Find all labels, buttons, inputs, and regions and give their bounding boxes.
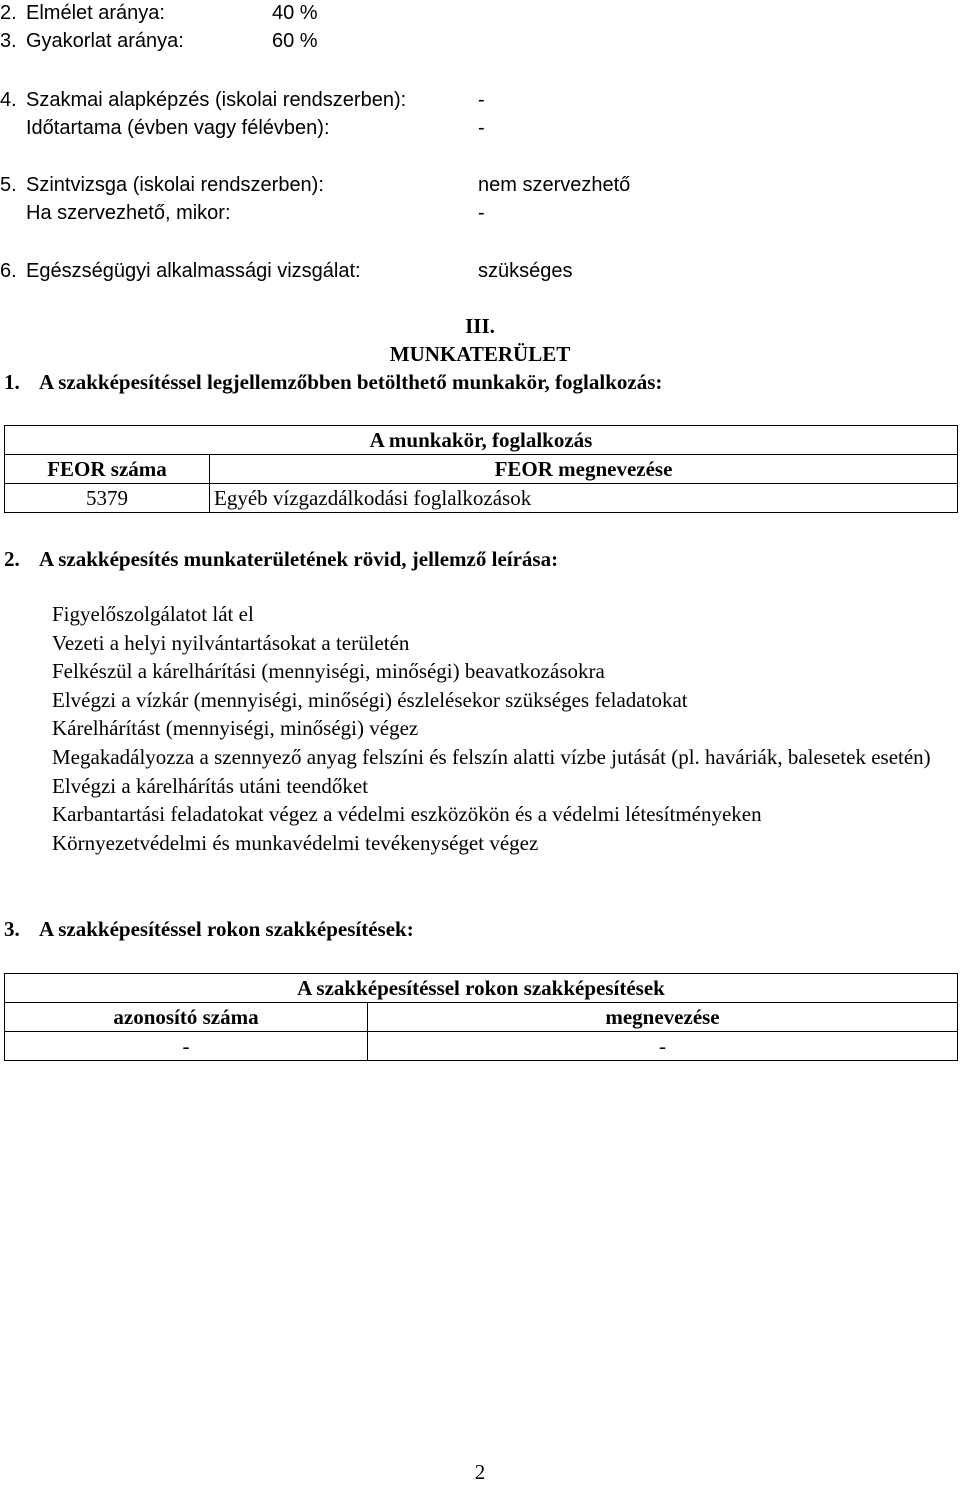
list-sub-label: Időtartama (évben vagy félévben): bbox=[26, 117, 330, 139]
page-number: 2 bbox=[474, 1460, 486, 1484]
table-cell-name: - bbox=[368, 1032, 958, 1061]
list-number: 5. bbox=[0, 174, 17, 196]
table-cell-name: Egyéb vízgazdálkodási foglalkozások bbox=[210, 484, 958, 513]
question-text: A szakképesítés munkaterületének rövid, jellemző leírása: bbox=[39, 547, 559, 571]
list-value: 40 % bbox=[272, 2, 318, 24]
question-number: 1. bbox=[4, 370, 20, 394]
list-label: Elmélet aránya: bbox=[26, 2, 165, 24]
section-roman: III. bbox=[465, 314, 495, 338]
list-label: Szakmai alapképzés (iskolai rendszerben): bbox=[26, 89, 407, 111]
table-header: A munkakör, foglalkozás bbox=[5, 426, 958, 455]
table-column-header: megnevezése bbox=[368, 1003, 958, 1032]
question-2 bbox=[4, 545, 558, 574]
table-header: A szakképesítéssel rokon szakképesítések bbox=[5, 974, 958, 1003]
table-column-header: FEOR megnevezése bbox=[210, 455, 958, 484]
list-value: 60 % bbox=[272, 30, 318, 52]
list-item: Elvégzi a kárelhárítás utáni teendőket bbox=[52, 773, 369, 798]
list-item: Elvégzi a vízkár (mennyiségi, minőségi) észlelésekor szükséges feladatokat bbox=[52, 687, 688, 712]
question-text: A szakképesítéssel rokon szakképesítések: bbox=[39, 917, 414, 941]
occupation-table bbox=[4, 425, 958, 513]
question-1 bbox=[4, 368, 662, 397]
table-cell-code: 5379 bbox=[5, 484, 210, 513]
list-item: Környezetvédelmi és munkavédelmi tevékenységet végez bbox=[52, 830, 539, 855]
list-item: Figyelőszolgálatot lát el bbox=[52, 602, 254, 626]
list-sub-value: - bbox=[478, 117, 485, 139]
list-item: Kárelhárítást (mennyiségi, minőségi) végez bbox=[52, 716, 419, 741]
list-sub-label: Ha szervezhető, mikor: bbox=[26, 202, 231, 224]
list-number: 4. bbox=[0, 89, 17, 111]
question-number: 2. bbox=[4, 547, 20, 571]
list-item: Felkészül a kárelhárítási (mennyiségi, minőségi) beavatkozásokra bbox=[52, 659, 605, 684]
list-item: Karbantartási feladatokat végez a védelmi eszközökön és a védelmi létesítményeken bbox=[52, 802, 762, 827]
table-column-header: azonosító száma bbox=[5, 1003, 368, 1032]
question-3 bbox=[4, 915, 414, 944]
list-label: Gyakorlat aránya: bbox=[26, 30, 184, 52]
section-title: MUNKATERÜLET bbox=[389, 342, 571, 366]
list-item: Megakadályozza a szennyező anyag felszíni és felszín alatti vízbe jutását (pl. haváriák, balesetek esetén) bbox=[52, 744, 931, 769]
table-column-header: FEOR száma bbox=[5, 455, 210, 484]
list-label: Egészségügyi alkalmassági vizsgálat: bbox=[26, 260, 361, 282]
list-value: - bbox=[478, 89, 485, 111]
list-value: szükséges bbox=[478, 260, 573, 282]
list-number: 2. bbox=[0, 2, 17, 24]
question-text: A szakképesítéssel legjellemzőbben betölthető munkakör, foglalkozás: bbox=[39, 370, 663, 394]
list-number: 3. bbox=[0, 30, 17, 52]
list-label: Szintvizsga (iskolai rendszerben): bbox=[26, 174, 324, 196]
question-number: 3. bbox=[4, 917, 20, 941]
list-sub-value: - bbox=[478, 202, 485, 224]
description-list bbox=[52, 600, 932, 857]
table-row bbox=[5, 484, 958, 513]
table-row bbox=[5, 1032, 958, 1061]
related-qualifications-table bbox=[4, 973, 958, 1061]
list-item: Vezeti a helyi nyilvántartásokat a területén bbox=[52, 630, 410, 655]
table-cell-id: - bbox=[5, 1032, 368, 1061]
list-value: nem szervezhető bbox=[478, 174, 631, 196]
list-number: 6. bbox=[0, 260, 17, 282]
